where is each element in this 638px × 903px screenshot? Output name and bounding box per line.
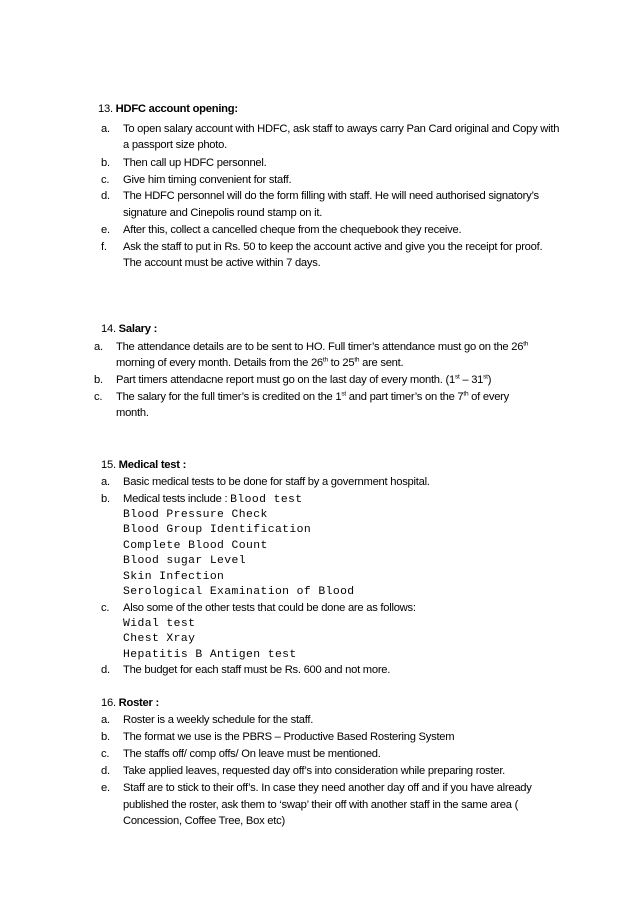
other-test: Widal test [123, 618, 196, 630]
s16-b-line1: The format we use is the PBRS – Productive Based Rostering System [123, 731, 455, 743]
s15-b-marker: b. [101, 493, 110, 505]
s14-c-marker: c. [94, 391, 103, 403]
s13-b-line1: Then call up HDFC personnel. [123, 157, 267, 169]
section-16-title: Roster : [118, 697, 159, 709]
s14-b-line1: Part timers attendacne report must go on the last day of every month. (1st – 31st) [116, 373, 492, 386]
s15-d-marker: d. [101, 664, 110, 676]
s16-a-line1: Roster is a weekly schedule for the staff. [123, 714, 314, 726]
section-13-title: HDFC account opening: [115, 103, 238, 115]
s16-c-line1: The staffs off/ comp offs/ On leave must be mentioned. [123, 748, 381, 760]
s14-a-line2: morning of every month. Details from the 26th to 25th are sent. [116, 356, 404, 369]
section-16-heading [101, 696, 159, 710]
s14-c-line1: The salary for the full timer’s is credited on the 1st and part timer’s on the 7th of every [116, 390, 509, 403]
medical-test: Complete Blood Count [123, 540, 268, 552]
section-13-heading [98, 102, 238, 116]
medical-test: Blood Group Identification [123, 524, 312, 536]
other-test: Hepatitis B Antigen test [123, 649, 297, 661]
section-15-heading [101, 458, 186, 472]
s13-c-line1: Give him timing convenient for staff. [123, 174, 292, 186]
section-13-number: 13. [98, 103, 113, 115]
s16-a-marker: a. [101, 714, 110, 726]
s13-e-marker: e. [101, 224, 110, 236]
s16-e-line1: Staff are to stick to their off’s. In case they need another day off and if you have already [123, 782, 532, 794]
medical-test: Blood sugar Level [123, 555, 247, 567]
s16-e-line3: Concession, Coffee Tree, Box etc) [123, 815, 285, 827]
s15-a-marker: a. [101, 476, 110, 488]
section-14-colon: : [153, 323, 158, 335]
s16-d-marker: d. [101, 765, 110, 777]
s13-d-marker: d. [101, 190, 110, 202]
s13-a-line1: To open salary account with HDFC, ask staff to aways carry Pan Card original and Copy with [123, 123, 560, 135]
s13-c-marker: c. [101, 174, 110, 186]
s15-c-marker: c. [101, 602, 110, 614]
section-16-number: 16. [101, 697, 116, 709]
s16-e-line2: published the roster, ask them to ‘swap’ their off with another staff in the same area ( [123, 799, 519, 811]
s14-a-marker: a. [94, 341, 103, 353]
s15-c-line1: Also some of the other tests that could be done are as follows: [123, 602, 416, 614]
s14-a-line1: The attendance details are to be sent to HO. Full timer’s attendance must go on the 26th [116, 340, 529, 353]
s16-e-marker: e. [101, 782, 110, 794]
s13-a-marker: a. [101, 123, 110, 135]
s14-c-line2: month. [116, 407, 149, 419]
s15-d-line1: The budget for each staff must be Rs. 600 and not more. [123, 664, 391, 676]
s14-b-marker: b. [94, 374, 103, 386]
s13-f-line1: Ask the staff to put in Rs. 50 to keep the account active and give you the receipt for proof. [123, 241, 543, 253]
medical-test: Blood test [230, 494, 303, 506]
s16-d-line1: Take applied leaves, requested day off’s into consideration while preparing roster. [123, 765, 506, 777]
section-15-number: 15. [101, 459, 116, 471]
s13-a-line2: a passport size photo. [123, 139, 227, 151]
s15-a-line1: Basic medical tests to be done for staff by a government hospital. [123, 476, 430, 488]
s13-f-marker: f. [101, 241, 107, 253]
medical-test: Serological Examination of Blood [123, 586, 355, 598]
medical-test: Skin Infection [123, 571, 225, 583]
s15-b-line1: Medical tests include : Blood test [123, 493, 303, 506]
s13-d-line1: The HDFC personnel will do the form filling with staff. He will need authorised signatory’s [123, 190, 539, 202]
s13-b-marker: b. [101, 157, 110, 169]
section-15-title: Medical test : [118, 459, 187, 471]
section-14-title: Salary [118, 323, 151, 335]
s16-b-marker: b. [101, 731, 110, 743]
s16-c-marker: c. [101, 748, 110, 760]
section-14-number: 14. [101, 323, 116, 335]
medical-test: Blood Pressure Check [123, 509, 268, 521]
section-14-heading [101, 322, 157, 336]
s13-d-line2: signature and Cinepolis round stamp on it. [123, 207, 323, 219]
s13-f-line2: The account must be active within 7 days. [123, 257, 321, 269]
other-test: Chest Xray [123, 633, 196, 645]
s13-e-line1: After this, collect a cancelled cheque from the chequebook they receive. [123, 224, 462, 236]
